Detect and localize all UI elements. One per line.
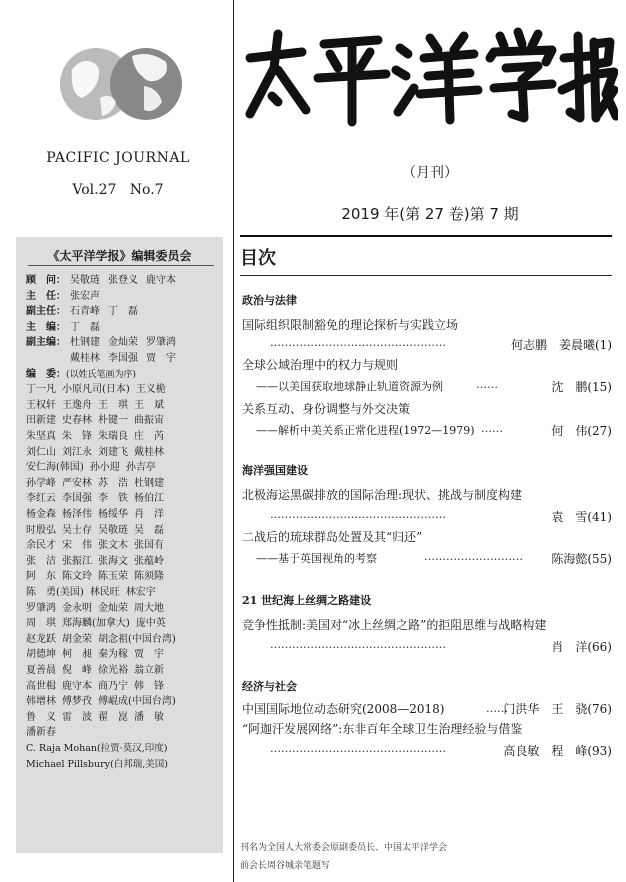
article-author: 何志鹏 姜晨曦(1) (511, 338, 612, 352)
board-members-label-row (26, 368, 136, 382)
member-name: 曲振宙 (134, 415, 164, 427)
member-name: 周 琪 (26, 618, 56, 630)
role-label: 副主编： (26, 337, 66, 349)
member-name: 庞中英 (135, 618, 166, 630)
member-name: 肖 洋 (134, 509, 164, 520)
member-name: 张 洁 (26, 555, 56, 567)
member-name: 罗肇鸿 (146, 337, 176, 349)
article-author: 袁 雪(41) (551, 510, 612, 524)
member-name: 丁一凡 (26, 384, 56, 396)
section-title: 海洋强国建设 (242, 464, 308, 477)
left-column (0, 0, 232, 882)
member-row (26, 726, 62, 739)
board-role-row (26, 274, 184, 287)
leader-dots: …… (481, 422, 503, 435)
member-name: 林宏宇 (125, 587, 156, 598)
member-name: 胡念祖(中国台湾) (98, 633, 176, 645)
member-name: 李国强 (62, 493, 92, 505)
member-name: 韩 锋 (134, 680, 164, 692)
article-subtitle: ——解析中美关系正常化进程(1972—1979) (256, 424, 475, 437)
editorial-board (16, 237, 223, 853)
member-name: 丁 磊 (70, 321, 100, 333)
leader-dots: ………………………………………… (270, 508, 446, 521)
member-name: 刘建飞 (98, 446, 128, 458)
section-title: 经济与社会 (242, 680, 297, 693)
member-name: 余民才 (26, 540, 56, 552)
article-author: 何 伟(27) (551, 424, 612, 438)
member-name: 朱 锋 (62, 431, 92, 442)
member-name: 张海文 (98, 555, 128, 567)
volume-number (0, 182, 236, 198)
member-name: 庄 芮 (134, 431, 164, 442)
member-name: 朱坚真 (26, 431, 56, 442)
member-row (26, 602, 170, 615)
toc-heading: 目次 (240, 248, 276, 269)
member-name: 金灿荣 (98, 602, 128, 614)
member-name: 张宏声 (70, 290, 100, 302)
column-divider (233, 0, 234, 882)
board-role-row (26, 321, 108, 334)
member-name: 阿 东 (26, 571, 56, 583)
member-row (26, 414, 170, 427)
member-name: 李红云 (26, 493, 56, 505)
member-name: 陈 勇(美国) (26, 587, 84, 598)
member-row (26, 633, 182, 646)
member-name: 张国有 (134, 540, 164, 552)
masthead-calligraphy (238, 18, 618, 128)
member-name: 杨伯江 (134, 493, 164, 505)
member-name: 杜钢建 (134, 477, 164, 489)
member-row (26, 695, 182, 708)
member-name: 柯 昶 (62, 649, 92, 661)
journal-english-title: PACIFIC JOURNAL (46, 150, 190, 166)
role-label: 编 委： (26, 368, 66, 380)
article-title[interactable]: “阿迦汗发展网络”:东非百年全球卫生治理经验与借鉴 (242, 722, 523, 736)
member-row (26, 492, 170, 505)
article-title[interactable]: 全球公域治理中的权力与规则 (242, 358, 399, 372)
member-name: 贾 宇 (146, 353, 176, 364)
article-author: 肖 洋(66) (551, 640, 612, 654)
member-name: 潘新春 (26, 727, 56, 739)
member-row (26, 586, 162, 599)
volume: Vol.27 (72, 182, 117, 198)
role-label: 主 任： (26, 290, 66, 302)
member-row (26, 399, 170, 412)
divider (240, 275, 612, 276)
article-title[interactable]: 中国国际地位动态研究(2008—2018) (242, 702, 445, 716)
member-row (26, 539, 170, 552)
member-name: 小原凡司(日本) (62, 384, 130, 396)
article-title[interactable]: 国际组织限制豁免的理论探析与实践立场 (242, 318, 459, 332)
role-label: 主 编： (26, 321, 66, 333)
member-row (26, 664, 170, 677)
member-name: 林民旺 (89, 587, 120, 598)
member-name: 田新建 (26, 415, 56, 427)
member-name: 王义桅 (135, 384, 166, 396)
member-name: 张振江 (62, 555, 92, 567)
section-title: 政治与法律 (242, 294, 297, 307)
member-name: 秦为稼 (98, 649, 128, 661)
member-name: 丁 磊 (108, 306, 138, 318)
member-name: 孙学峰 (26, 477, 56, 489)
leader-dots: …… (476, 378, 498, 391)
member-row (26, 617, 172, 630)
member-name: 戴桂林 (134, 446, 164, 458)
member-name: 王权轩 (26, 399, 56, 411)
member-row (26, 508, 170, 521)
credit-line: 前会长周谷城亲笔题写 (240, 861, 331, 871)
article-title[interactable]: 关系互动、身份调整与外交决策 (242, 402, 411, 416)
member-row (26, 711, 170, 724)
member-row (26, 430, 170, 443)
member-name: 刘江永 (62, 446, 92, 458)
article-subtitle: ——以美国获取地球静止轨道资源为例 (256, 380, 443, 393)
member-name: 孙小迎 (89, 462, 120, 474)
member-name: 翟 崑 (98, 711, 128, 723)
member-name: 徐光裕 (98, 665, 128, 676)
member-row (26, 461, 162, 474)
member-name: 张登义 (108, 275, 138, 286)
board-role-row (26, 352, 184, 365)
frequency: （月刊） (402, 165, 458, 181)
member-name: 宋 伟 (62, 540, 92, 552)
article-title[interactable]: 竞争性抵制:美国对“冰上丝绸之路”的拒阻思维与战略构建 (242, 618, 547, 632)
article-author: 陈海懿(55) (551, 552, 612, 566)
member-name: 胡德坤 (26, 649, 56, 661)
member-name: 夏善晨 (26, 665, 56, 676)
role-label: 顾 问： (26, 275, 66, 286)
article-author: 高良敏 程 峰(93) (503, 744, 612, 758)
leader-dots: ………………………………………… (270, 742, 446, 755)
leader-dots: ………………………………………… (270, 336, 446, 349)
member-name: 杨泽伟 (62, 509, 92, 520)
member-name: 傅梦孜 (62, 696, 92, 708)
members-note: (以姓氏笔画为序) (66, 369, 137, 380)
member-name: 罗肇鸿 (26, 602, 56, 614)
issue-number: No.7 (129, 182, 164, 198)
divider (240, 235, 612, 237)
member-name: 周大地 (134, 602, 164, 614)
article-title[interactable]: 二战后的琉球群岛处置及其“归还” (242, 530, 423, 544)
member-name: 严安林 (62, 477, 92, 489)
foreign-member: C. Raja Mohan(拉贾·莫汉,印度) (26, 743, 168, 754)
leader-dots: ……………………… (424, 550, 523, 563)
member-name: 张文木 (98, 540, 128, 552)
member-name: 石青峰 (70, 306, 100, 318)
member-name: 张蕴岭 (134, 555, 164, 567)
member-name: 陈文玲 (62, 571, 92, 583)
member-name: 雷 波 (62, 711, 92, 723)
member-name: 苏 浩 (98, 477, 128, 489)
member-name: 刘仁山 (26, 446, 56, 458)
issue-line: 2019 年(第 27 卷)第 7 期 (341, 205, 519, 223)
member-name: 吴士存 (62, 524, 92, 536)
article-author: 门洪华 王 骁(76) (503, 702, 612, 716)
article-subtitle: ——基于英国视角的考察 (256, 552, 377, 565)
member-name: 安仁海(韩国) (26, 462, 84, 474)
member-name: 陈玉荣 (98, 571, 128, 583)
article-author: 沈 鹏(15) (551, 380, 612, 394)
member-name: 戴桂林 (70, 353, 100, 364)
member-name: 杨绥华 (98, 509, 128, 520)
member-name: 王 斌 (134, 399, 164, 411)
member-name: 高世楫 (26, 680, 56, 692)
member-row (26, 477, 170, 490)
member-row (26, 446, 170, 459)
divider (28, 265, 214, 266)
board-title: 《太平洋学报》编辑委员会 (47, 249, 192, 263)
board-role-row (26, 305, 146, 318)
member-name: 金永明 (62, 602, 92, 614)
member-name: 翁立新 (134, 665, 164, 676)
member-name: 吴 磊 (134, 524, 164, 536)
member-row (26, 570, 170, 583)
member-name: 潘 敏 (134, 711, 164, 723)
member-name: 鲁 义 (26, 711, 56, 723)
member-row (26, 648, 170, 661)
member-name: 王 琪 (98, 399, 128, 411)
leader-dots: …… (486, 702, 508, 715)
member-name: 朱瑞良 (98, 431, 128, 442)
member-name: 郑海麟(加拿大) (62, 618, 130, 630)
member-name: 鹿守本 (62, 680, 92, 692)
member-name: 史春林 (62, 415, 92, 427)
member-name: 吴敬琏 (70, 275, 100, 286)
member-name: 鹿守本 (146, 275, 176, 286)
member-name: 韩增林 (26, 696, 56, 708)
member-name: 贾 宇 (134, 649, 164, 661)
member-name: 倪 峰 (62, 665, 92, 676)
leader-dots: ………………………………………… (270, 638, 446, 651)
article-title[interactable]: 北极海运黑碳排放的国际治理:现状、挑战与制度构建 (242, 488, 523, 502)
foreign-member: Michael Pillsbury(白邦瑞,美国) (26, 758, 168, 770)
member-row (26, 524, 170, 537)
member-name: 杨金森 (26, 509, 56, 520)
member-name: 吴敬琏 (98, 524, 128, 536)
member-name: 傅崐成(中国台湾) (98, 696, 176, 708)
member-name: 时殷弘 (26, 524, 56, 536)
member-name: 李 铁 (98, 493, 128, 505)
member-name: 孙吉亭 (125, 462, 156, 474)
member-name: 胡金荣 (62, 633, 92, 645)
member-name: 商乃宁 (98, 680, 128, 692)
member-name: 陈须隆 (134, 571, 164, 583)
member-name: 朴键一 (98, 415, 128, 427)
board-role-row (26, 290, 108, 303)
globe-logo-icon (58, 40, 184, 126)
member-row (26, 680, 170, 693)
credit-line: 刊名为全国人大常委会原副委员长、中国太平洋学会 (240, 843, 448, 853)
member-row (26, 555, 170, 568)
member-name: 李国强 (108, 353, 138, 364)
member-name: 王逸舟 (62, 399, 92, 411)
member-row (26, 383, 172, 396)
member-name: 杜钢建 (70, 337, 100, 349)
section-title: 21 世纪海上丝绸之路建设 (242, 594, 372, 607)
board-role-row (26, 336, 184, 349)
role-label: 副主任： (26, 306, 66, 318)
member-name: 金灿荣 (108, 337, 138, 349)
member-name: 赵龙跃 (26, 633, 56, 645)
